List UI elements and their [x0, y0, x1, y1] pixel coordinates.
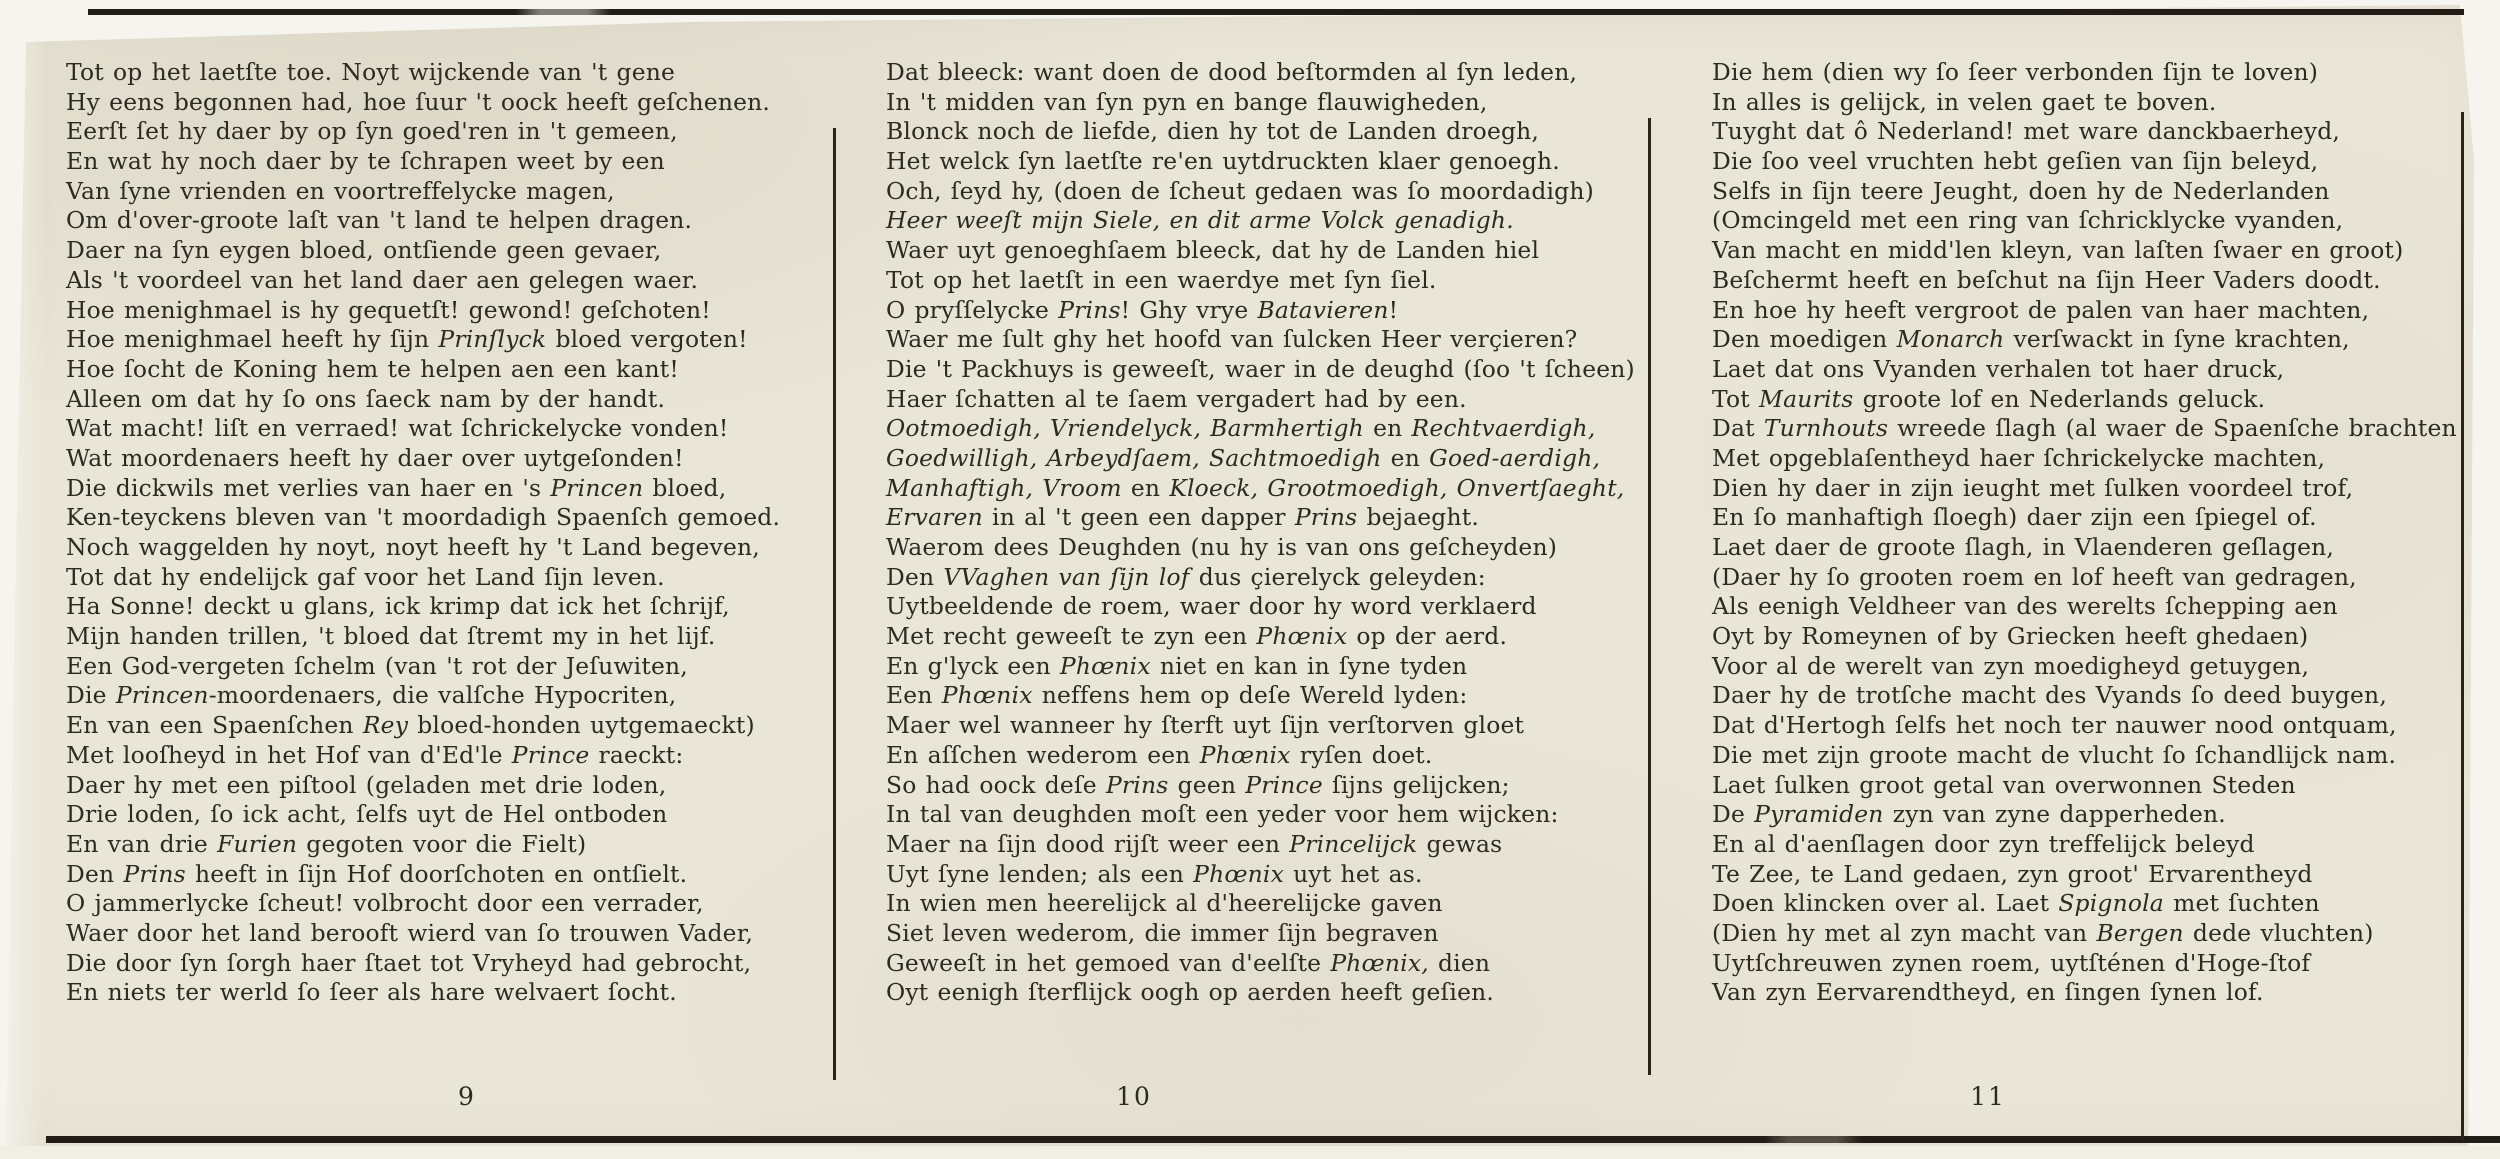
poem-line: Ootmoedigh, Vriendelyck, Barmhertigh en Rechtvaerdigh, — [886, 414, 1596, 443]
poem-line: Den VVaghen van ſijn lof dus çierelyck geleyden: — [886, 562, 1486, 591]
poem-line: Ervaren in al 't geen een dapper Prins bejaeght. — [886, 503, 1479, 532]
poem-line: Ken-teyckens bleven van 't moordadigh Spaenſch gemoed. — [66, 503, 781, 532]
poem-line: Blonck noch de liefde, dien hy tot de Landen droegh, — [886, 117, 1540, 146]
poem-line: Daer hy met een piſtool (geladen met drie loden, — [66, 770, 667, 799]
poem-line: Laet daer de groote ſlagh, in Vlaenderen geſlagen, — [1712, 533, 2335, 561]
poem-line: (Daer hy ſo grooten roem en lof heeft van gedragen, — [1712, 562, 2357, 591]
poem-line: En al d'aenſlagen door zyn treffelijck beleyd — [1712, 829, 2255, 858]
poem-line: Goedwilligh, Arbeydſaem, Sachtmoedigh en Goed-aerdigh, — [886, 443, 1601, 472]
poem-line: En g'lyck een Phœnix niet en kan in ſyne tyden — [886, 651, 1468, 680]
poem-line: Waer me ſult ghy het hoofd van ſulcken Heer verçieren? — [886, 325, 1578, 354]
poem-line: Die ſoo veel vruchten hebt geſien van ſijn beleyd, — [1712, 147, 2319, 176]
poem-line: Als eenigh Veldheer van des werelts ſchepping aen — [1712, 592, 2338, 621]
poem-line: Dat Turnhouts wreede ſlagh (al waer de Spaenſche brachten — [1712, 414, 2457, 443]
poem-line: Manhaftigh, Vroom en Kloeck, Grootmoedigh, Onvertſaeght, — [886, 473, 1625, 502]
poem-line: Als 't voordeel van het land daer aen gelegen waer. — [66, 265, 699, 294]
right-border-rule — [2461, 112, 2464, 1140]
column-divider-2 — [1648, 118, 1651, 1075]
poem-line: Met opgeblaſentheyd haer ſchrickelycke machten, — [1712, 443, 2326, 472]
poem-line: Met looſheyd in het Hof van d'Ed'le Prince raeckt: — [66, 740, 684, 769]
top-border-rule — [88, 9, 2464, 15]
poem-line: Een Phœnix neffens hem op deſe Wereld lyden: — [886, 681, 1468, 710]
poem-line: Laet dat ons Vyanden verhalen tot haer druck, — [1712, 354, 2285, 383]
poem-line: De Pyramiden zyn van zyne dapperheden. — [1712, 800, 2226, 829]
poem-line: Heer weeſt mijn Siele, en dit arme Volck genadigh. — [886, 206, 1514, 235]
poem-lines — [886, 58, 1642, 1008]
poem-line: Tuyght dat ô Nederland! met ware danckbaerheyd, — [1712, 117, 2341, 146]
poem-line: Een God-vergeten ſchelm (van 't rot der Jeſuwiten, — [66, 651, 688, 680]
poem-line: En niets ter werld ſo ſeer als hare welvaert ſocht. — [66, 978, 677, 1007]
poem-line: Oyt eenigh ſterflijck oogh op aerden heeft geſien. — [886, 978, 1495, 1007]
poem-line: Alleen om dat hy ſo ons ſaeck nam by der handt. — [66, 384, 666, 413]
poem-line: Ha Sonne! deckt u glans, ick krimp dat ick het ſchrijf, — [66, 592, 730, 621]
poem-line: (Dien hy met al zyn macht van Bergen dede vluchten) — [1712, 918, 2374, 947]
poem-column-3 — [1712, 58, 2457, 1008]
poem-line: In tal van deughden moſt een yeder voor hem wijcken: — [886, 800, 1559, 829]
poem-line: Waer uyt genoeghſaem bleeck, dat hy de Landen hiel — [886, 236, 1540, 265]
poem-line: (Omcingeld met een ring van ſchricklycke vyanden, — [1712, 206, 2344, 235]
poem-line: En aſſchen wederom een Phœnix ryſen doet. — [886, 740, 1433, 769]
poem-line: Oyt by Romeynen of by Griecken heeft ghedaen) — [1712, 622, 2309, 651]
poem-line: Om d'over-groote laſt van 't land te helpen dragen. — [66, 206, 693, 235]
poem-line: Noch waggelden hy noyt, noyt heeft hy 't Land begeven, — [66, 533, 760, 561]
poem-line: Die hem (dien wy ſo ſeer verbonden ſijn te loven) — [1712, 58, 2319, 86]
poem-line: Tot op het laetſt in een waerdye met ſyn ſiel. — [886, 265, 1437, 294]
page-number-9: 9 — [458, 1082, 476, 1111]
poem-line: Drie loden, ſo ick acht, ſelfs uyt de Hel ontboden — [66, 800, 668, 829]
poem-line: Waer door het land berooft wierd van ſo trouwen Vader, — [66, 918, 754, 947]
poem-line: Den Prins heeft in ſijn Hof doorſchoten en ontſielt. — [66, 859, 688, 888]
poem-line: Waerom dees Deughden (nu hy is van ons geſcheyden) — [886, 533, 1558, 561]
poem-line: Van macht en midd'len kleyn, van laſten ſwaer en groot) — [1712, 236, 2404, 265]
poem-column-2 — [886, 58, 1642, 1008]
poem-line: Dien hy daer in zijn ieught met ſulken voordeel trof, — [1712, 473, 2354, 502]
poem-line: Hoe ſocht de Koning hem te helpen aen een kant! — [66, 354, 679, 383]
poem-line: Hy eens begonnen had, hoe ſuur 't oock heeft geſchenen. — [66, 87, 771, 116]
poem-lines — [1712, 58, 2457, 1008]
poem-line: Maer wel wanneer hy ſterft uyt ſijn verſtorven gloet — [886, 711, 1525, 740]
page-number-11: 11 — [1970, 1082, 2006, 1111]
paper-edge-below-rule — [0, 1146, 2500, 1159]
poem-line: Och, ſeyd hy, (doen de ſcheut gedaen was ſo moordadigh) — [886, 176, 1594, 205]
poem-line: Maer na ſijn dood rijſt weer een Princelijck gewas — [886, 829, 1503, 858]
poem-line: En van een Spaenſchen Rey bloed-honden uytgemaeckt) — [66, 711, 755, 740]
poem-line: Beſchermt heeft en beſchut na ſijn Heer Vaders doodt. — [1712, 265, 2381, 294]
poem-line: Dat d'Hertogh ſelfs het noch ter nauwer nood ontquam, — [1712, 711, 2397, 740]
poem-line: Uytſchreuwen zynen roem, uytſténen d'Hoge-ſtof — [1712, 948, 2311, 977]
poem-line: So had oock deſe Prins geen Prince ſijns gelijcken; — [886, 770, 1510, 799]
column-divider-1 — [833, 128, 836, 1080]
poem-line: In alles is gelijck, in velen gaet te boven. — [1712, 87, 2217, 116]
poem-line: Mijn handen trillen, 't bloed dat ſtremt my in het lijf. — [66, 622, 716, 651]
poem-line: Uyt ſyne lenden; als een Phœnix uyt het as. — [886, 859, 1423, 888]
poem-line: O jammerlycke ſcheut! volbrocht door een verrader, — [66, 889, 704, 918]
poem-line: En hoe hy heeft vergroot de palen van haer machten, — [1712, 295, 2370, 324]
poem-line: Hoe menighmael is hy gequetſt! gewond! geſchoten! — [66, 295, 711, 324]
poem-line: Tot Maurits groote lof en Nederlands geluck. — [1712, 384, 2266, 413]
poem-line: Wat macht! liſt en verraed! wat ſchrickelycke vonden! — [66, 414, 729, 443]
poem-line: Selfs in ſijn teere Jeught, doen hy de Nederlanden — [1712, 176, 2330, 205]
poem-line: Het welck ſyn laetſte re'en uytdruckten klaer genoegh. — [886, 147, 1560, 176]
poem-line: Haer ſchatten al te ſaem vergadert had by een. — [886, 384, 1467, 413]
poem-line: Met recht geweeſt te zyn een Phœnix op der aerd. — [886, 622, 1508, 651]
poem-line: Geweeſt in het gemoed van d'eelſte Phœnix, dien — [886, 948, 1491, 977]
poem-line: Daer hy de trotſche macht des Vyands ſo deed buygen, — [1712, 681, 2387, 710]
poem-line: Van ſyne vrienden en voortreffelycke magen, — [66, 176, 615, 205]
poem-line: O pryſſelycke Prins! Ghy vrye Batavieren! — [886, 295, 1399, 324]
poem-line: In 't midden van ſyn pyn en bange flauwigheden, — [886, 87, 1488, 116]
poem-line: Doen klincken over al. Laet Spignola met ſuchten — [1712, 889, 2320, 918]
poem-line: Wat moordenaers heeft hy daer over uytgeſonden! — [66, 443, 684, 472]
poem-line: Den moedigen Monarch verſwackt in ſyne krachten, — [1712, 325, 2350, 354]
poem-line: Die met zijn groote macht de vlucht ſo ſchandlijck nam. — [1712, 740, 2397, 769]
poem-line: Die dickwils met verlies van haer en 's Princen bloed, — [66, 473, 727, 502]
poem-line: Laet ſulken groot getal van overwonnen Steden — [1712, 770, 2296, 799]
poem-column-1 — [66, 58, 818, 1008]
poem-lines — [66, 58, 818, 1008]
poem-line: Siet leven wederom, die immer ſijn begraven — [886, 918, 1439, 947]
poem-line: Dat bleeck: want doen de dood beſtormden al ſyn leden, — [886, 58, 1578, 86]
poem-line: Te Zee, te Land gedaen, zyn groot' Ervarentheyd — [1712, 859, 2313, 888]
poem-line: Voor al de werelt van zyn moedigheyd getuygen, — [1712, 651, 2310, 680]
poem-line: En van drie Furien gegoten voor die Fielt) — [66, 829, 587, 858]
poem-line: In wien men heerelijck al d'heerelijcke gaven — [886, 889, 1443, 918]
poem-line: Die door ſyn ſorgh haer ſtaet tot Vryheyd had gebrocht, — [66, 948, 752, 977]
poem-line: Eerſt ſet hy daer by op ſyn goed'ren in 't gemeen, — [66, 117, 678, 146]
bottom-border-rule — [46, 1136, 2500, 1143]
poem-line: Daer na ſyn eygen bloed, ontſiende geen gevaer, — [66, 236, 662, 265]
poem-line: Hoe menighmael heeft hy ſijn Prinſlyck bloed vergoten! — [66, 325, 748, 354]
poem-line: En ſo manhaftigh ſloegh) daer zijn een ſpiegel of. — [1712, 503, 2317, 532]
page-number-10: 10 — [1116, 1082, 1152, 1111]
poem-line: Tot dat hy endelijck gaf voor het Land ſijn leven. — [66, 562, 665, 591]
poem-line: Uytbeeldende de roem, waer door hy word verklaerd — [886, 592, 1537, 621]
poem-line: Tot op het laetſte toe. Noyt wijckende van 't gene — [66, 58, 676, 86]
poem-line: Van zyn Eervarendtheyd, en ſingen ſynen lof. — [1712, 978, 2264, 1007]
poem-line: Die Princen-moordenaers, die valſche Hypocriten, — [66, 681, 677, 710]
poem-line: Die 't Packhuys is geweeſt, waer in de deughd (ſoo 't ſcheen) — [886, 354, 1635, 383]
poem-line: En wat hy noch daer by te ſchrapen weet by een — [66, 147, 665, 176]
